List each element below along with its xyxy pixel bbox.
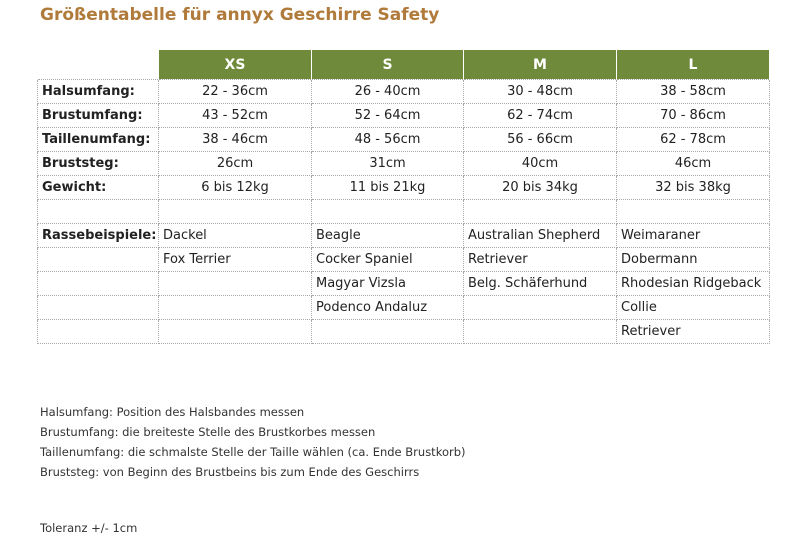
empty-cell <box>38 320 159 344</box>
size-header-l: L <box>617 50 770 80</box>
breed-cell: Dobermann <box>617 248 770 272</box>
empty-cell <box>159 296 312 320</box>
note-bruststeg: Bruststeg: von Beginn des Brustbeins bis zum Ende des Geschirrs <box>40 465 420 479</box>
breed-cell: Australian Shepherd <box>464 224 617 248</box>
table-row-brustumfang <box>38 104 770 128</box>
table-cell: 48 - 56cm <box>312 128 464 152</box>
table-row-breeds-2 <box>38 248 770 272</box>
table-cell: 62 - 78cm <box>617 128 770 152</box>
table-cell: 70 - 86cm <box>617 104 770 128</box>
table-row-bruststeg <box>38 152 770 176</box>
breed-cell: Belg. Schäferhund <box>464 272 617 296</box>
table-cell: 26cm <box>159 152 312 176</box>
row-label: Gewicht: <box>38 176 159 200</box>
table-row-taillenumfang <box>38 128 770 152</box>
table-cell: 30 - 48cm <box>464 80 617 104</box>
empty-cell <box>159 200 312 224</box>
size-header-row <box>38 50 770 80</box>
table-row-breeds-1 <box>38 224 770 248</box>
table-row-breeds-4 <box>38 296 770 320</box>
empty-cell <box>464 320 617 344</box>
table-row-gewicht <box>38 176 770 200</box>
empty-cell <box>312 200 464 224</box>
empty-cell <box>38 248 159 272</box>
breed-cell: Rhodesian Ridgeback <box>617 272 770 296</box>
table-row-halsumfang <box>38 80 770 104</box>
table-cell: 38 - 58cm <box>617 80 770 104</box>
breed-cell: Retriever <box>617 320 770 344</box>
empty-cell <box>159 272 312 296</box>
breed-cell: Fox Terrier <box>159 248 312 272</box>
tolerance-note: Toleranz +/- 1cm <box>40 521 138 535</box>
breed-cell: Weimaraner <box>617 224 770 248</box>
note-brustumfang: Brustumfang: die breiteste Stelle des Brustkorbes messen <box>40 425 376 439</box>
header-corner <box>38 50 159 80</box>
row-label: Brustumfang: <box>38 104 159 128</box>
table-cell: 46cm <box>617 152 770 176</box>
breed-cell: Podenco Andaluz <box>312 296 464 320</box>
table-cell: 40cm <box>464 152 617 176</box>
page-title: Größentabelle für annyx Geschirre Safety <box>40 5 440 25</box>
breed-cell: Beagle <box>312 224 464 248</box>
empty-cell <box>464 296 617 320</box>
note-halsumfang: Halsumfang: Position des Halsbandes messen <box>40 405 305 419</box>
breed-cell: Magyar Vizsla <box>312 272 464 296</box>
empty-cell <box>464 200 617 224</box>
breeds-label: Rassebeispiele: <box>38 224 159 248</box>
table-cell: 20 bis 34kg <box>464 176 617 200</box>
row-label: Taillenumfang: <box>38 128 159 152</box>
size-table <box>37 49 770 344</box>
breed-cell: Collie <box>617 296 770 320</box>
table-cell: 32 bis 38kg <box>617 176 770 200</box>
breed-cell: Retriever <box>464 248 617 272</box>
table-cell: 26 - 40cm <box>312 80 464 104</box>
size-header-s: S <box>312 50 464 80</box>
size-header-xs: XS <box>159 50 312 80</box>
table-row-breeds-3 <box>38 272 770 296</box>
empty-cell <box>159 320 312 344</box>
table-cell: 62 - 74cm <box>464 104 617 128</box>
empty-cell <box>38 200 159 224</box>
table-row-breeds-5 <box>38 320 770 344</box>
table-cell: 31cm <box>312 152 464 176</box>
table-cell: 22 - 36cm <box>159 80 312 104</box>
row-label: Bruststeg: <box>38 152 159 176</box>
table-cell: 6 bis 12kg <box>159 176 312 200</box>
table-row-spacer <box>38 200 770 224</box>
breed-cell: Cocker Spaniel <box>312 248 464 272</box>
note-taillenumfang: Taillenumfang: die schmalste Stelle der Taille wählen (ca. Ende Brustkorb) <box>40 445 466 459</box>
size-header-m: M <box>464 50 617 80</box>
empty-cell <box>617 200 770 224</box>
empty-cell <box>38 296 159 320</box>
breed-cell: Dackel <box>159 224 312 248</box>
empty-cell <box>38 272 159 296</box>
table-cell: 43 - 52cm <box>159 104 312 128</box>
table-cell: 56 - 66cm <box>464 128 617 152</box>
table-cell: 38 - 46cm <box>159 128 312 152</box>
empty-cell <box>312 320 464 344</box>
row-label: Halsumfang: <box>38 80 159 104</box>
table-cell: 52 - 64cm <box>312 104 464 128</box>
measurement-notes <box>40 402 466 482</box>
table-cell: 11 bis 21kg <box>312 176 464 200</box>
